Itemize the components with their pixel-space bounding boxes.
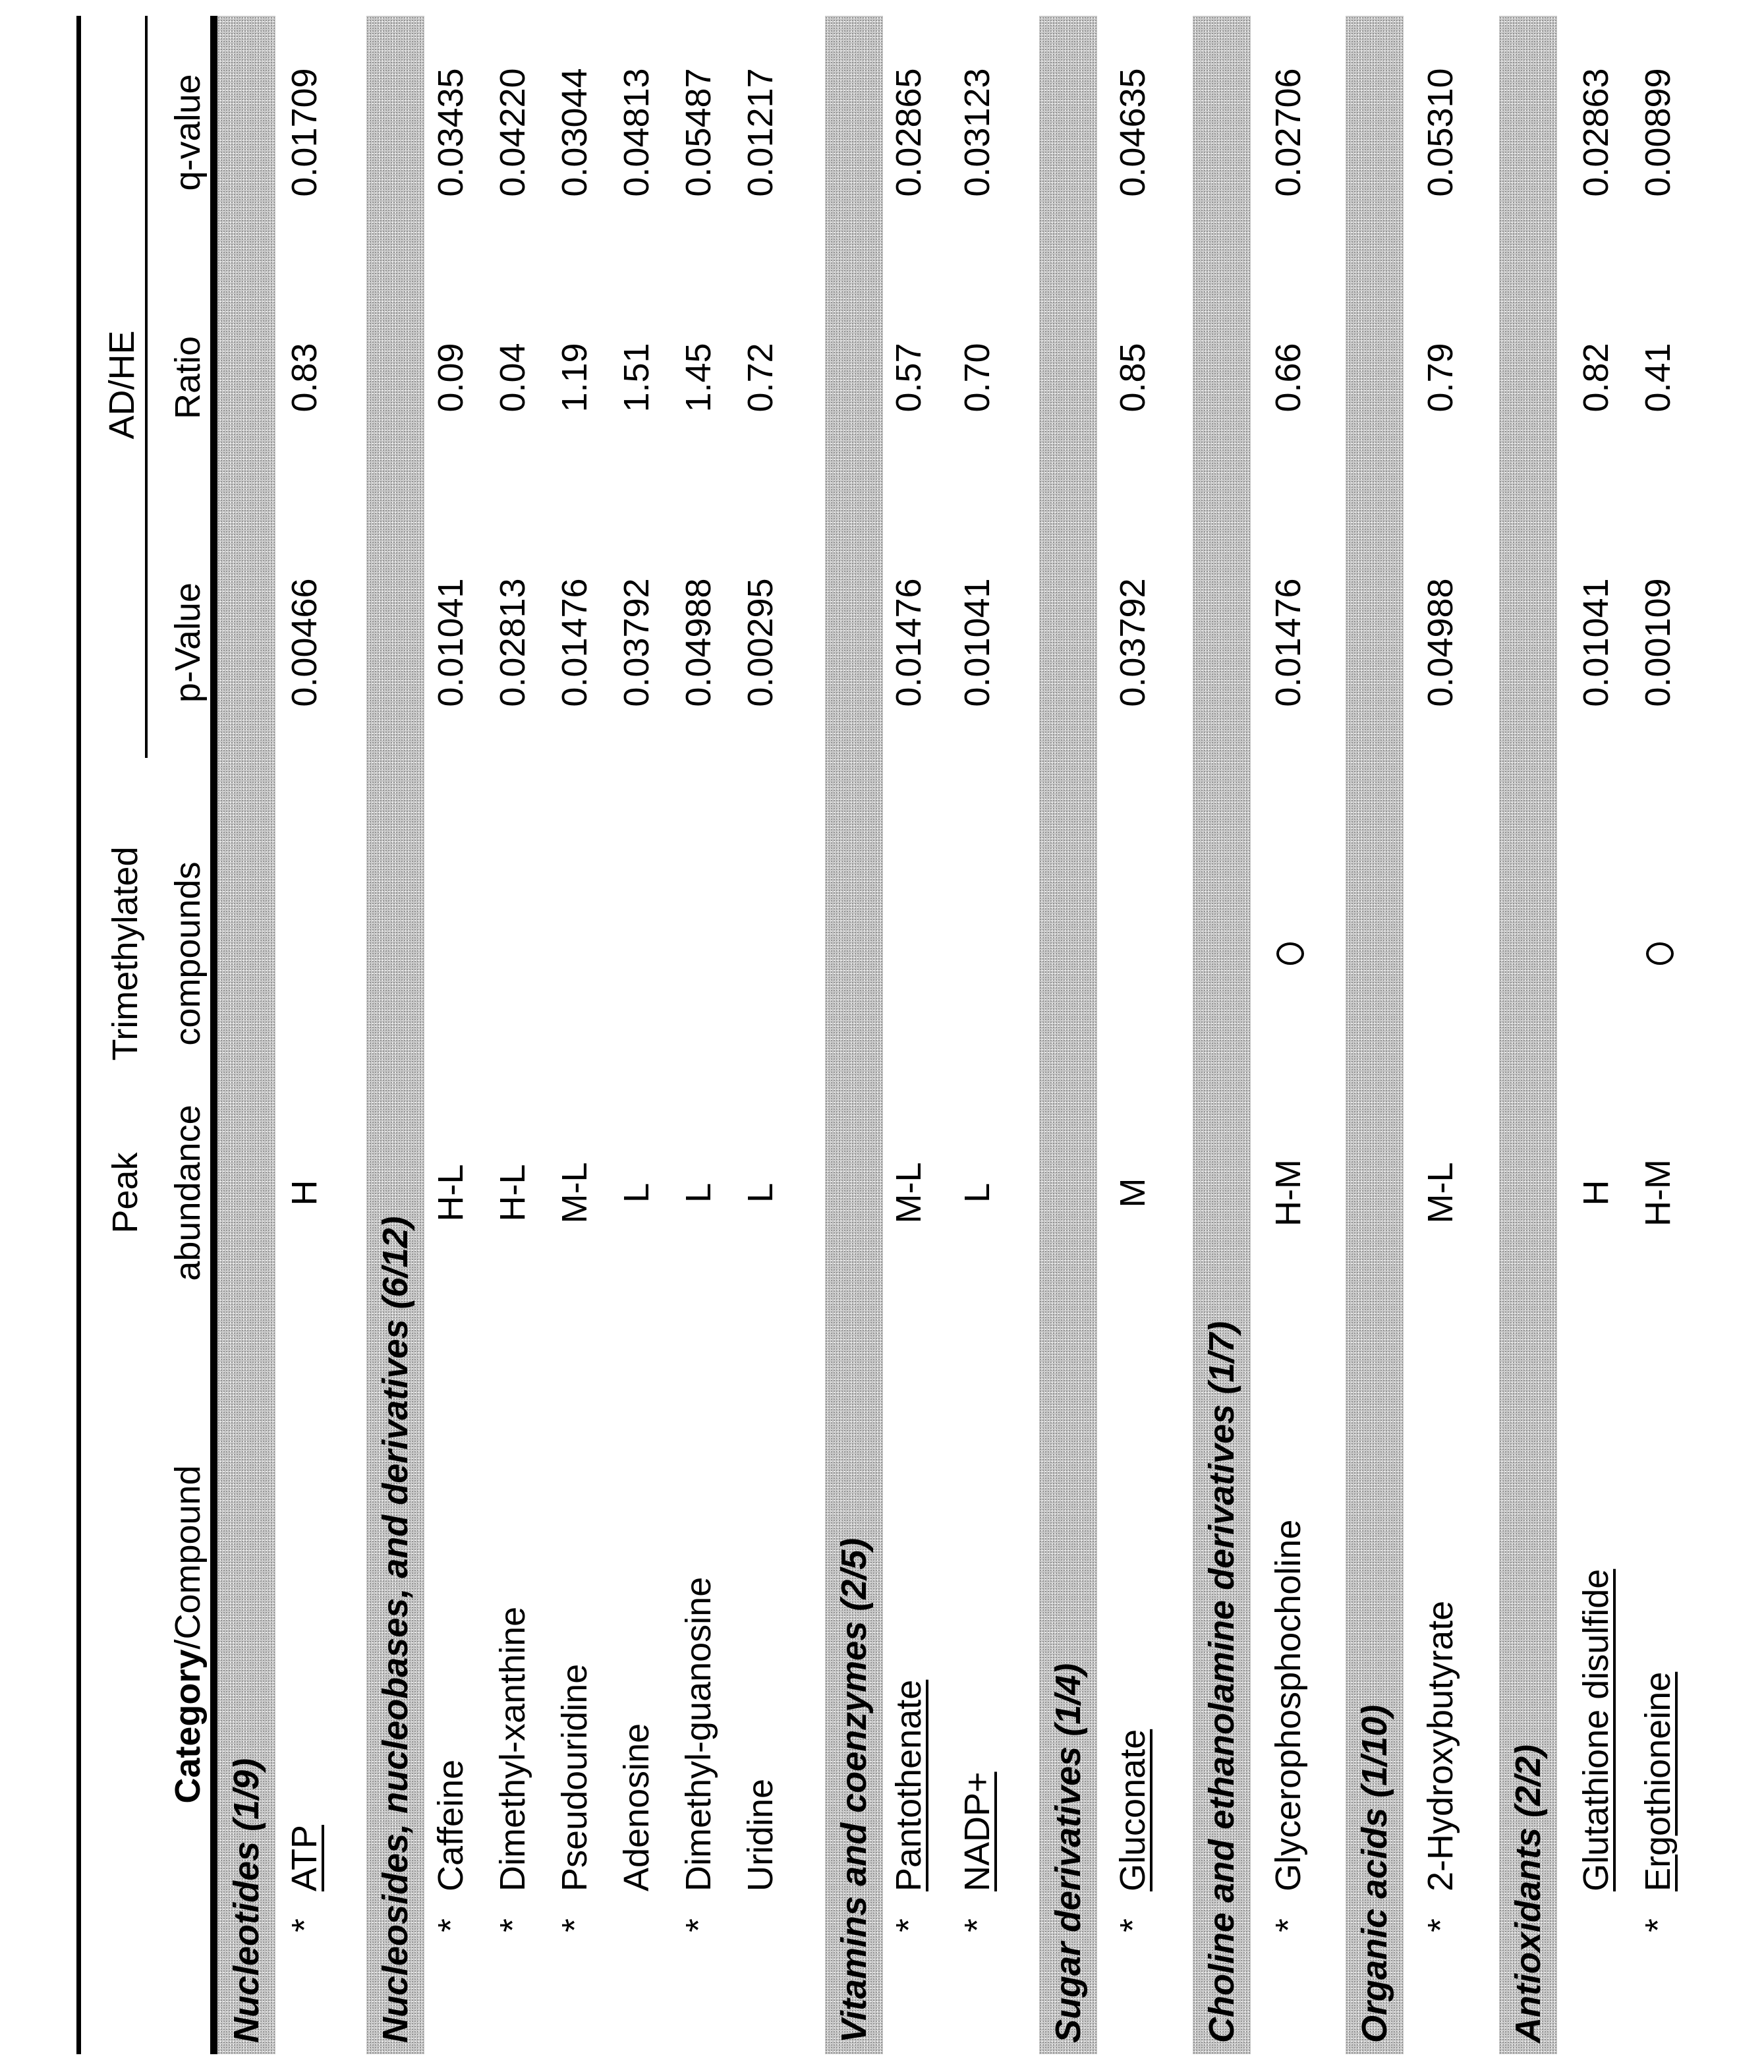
header-ratio: Ratio	[168, 335, 208, 420]
ratio-cell: 0.72	[741, 343, 780, 413]
ratio-cell: 0.04	[493, 343, 532, 413]
significance-asterisk: *	[889, 1918, 928, 1932]
significance-asterisk: *	[1638, 1918, 1678, 1932]
q-value-cell: 0.01709	[285, 68, 324, 197]
trimethylated-circle-icon	[1646, 942, 1674, 965]
category-label: Organic acids (1/10)	[1355, 1704, 1394, 2043]
q-value-cell: 0.02706	[1268, 68, 1308, 197]
significance-asterisk: *	[555, 1918, 594, 1932]
q-value-cell: 0.02863	[1576, 68, 1616, 197]
q-value-cell: 0.03123	[957, 68, 997, 197]
q-value-cell: 0.03435	[431, 68, 470, 197]
compound-name: NADP+	[957, 1771, 997, 1891]
top-rule	[76, 16, 81, 2054]
p-value-cell: 0.00295	[741, 578, 780, 707]
q-value-cell: 0.04635	[1113, 68, 1152, 197]
compound-name: Uridine	[741, 1778, 780, 1891]
compound-name: Pantothenate	[889, 1679, 928, 1891]
group-subrule	[145, 16, 148, 758]
q-value-cell: 0.02865	[889, 68, 928, 197]
peak-abundance-cell: L	[617, 1182, 656, 1203]
header-category: Category	[168, 1649, 208, 1804]
p-value-cell: 0.01476	[555, 578, 594, 707]
compound-name: Glutathione disulfide	[1576, 1568, 1616, 1891]
ratio-cell: 0.79	[1421, 343, 1460, 413]
header-category-compound	[168, 1465, 208, 1803]
ratio-cell: 1.45	[679, 343, 718, 413]
compound-name: Adenosine	[617, 1723, 656, 1891]
compound-name: Dimethyl-xanthine	[493, 1606, 532, 1891]
q-value-cell: 0.04220	[493, 68, 532, 197]
ratio-cell: 0.57	[889, 343, 928, 413]
category-label: Choline and ethanolamine derivatives (1/7)	[1202, 1321, 1241, 2043]
q-value-cell: 0.03044	[555, 68, 594, 197]
ratio-cell: 0.41	[1638, 343, 1678, 413]
significance-asterisk: *	[1421, 1918, 1460, 1932]
p-value-cell: 0.01041	[957, 578, 997, 707]
header-bottom-rule	[210, 16, 217, 2054]
ratio-cell: 1.19	[555, 343, 594, 413]
peak-abundance-cell: M	[1113, 1178, 1152, 1208]
peak-abundance-cell: M-L	[555, 1162, 594, 1224]
ratio-cell: 1.51	[617, 343, 656, 413]
p-value-cell: 0.04988	[679, 578, 718, 707]
compound-name: Dimethyl-guanosine	[679, 1576, 718, 1891]
peak-abundance-cell: H-L	[493, 1164, 532, 1222]
p-value-cell: 0.03792	[1113, 578, 1152, 707]
significance-asterisk: *	[1113, 1918, 1152, 1932]
category-label: Vitamins and coenzymes (2/5)	[834, 1538, 874, 2043]
q-value-cell: 0.05310	[1421, 68, 1460, 197]
q-value-cell: 0.05487	[679, 68, 718, 197]
trimethylated-circle-icon	[1276, 942, 1304, 965]
header-q-value: q-value	[168, 74, 208, 191]
compound-name: Ergothioneine	[1638, 1671, 1678, 1891]
peak-abundance-cell: H	[285, 1180, 324, 1206]
category-band	[217, 16, 275, 2054]
compound-name: Gluconate	[1113, 1729, 1152, 1891]
compound-name: Caffeine	[431, 1759, 470, 1891]
significance-asterisk: *	[1268, 1918, 1308, 1932]
ratio-cell: 0.09	[431, 343, 470, 413]
significance-asterisk: *	[957, 1918, 997, 1932]
peak-abundance-cell: H-M	[1638, 1159, 1678, 1226]
compound-name: ATP	[285, 1824, 324, 1891]
peak-abundance-cell: L	[679, 1182, 718, 1203]
p-value-cell: 0.00466	[285, 578, 324, 707]
category-label: Nucleotides (1/9)	[227, 1758, 266, 2043]
ratio-cell: 0.85	[1113, 343, 1152, 413]
significance-asterisk: *	[493, 1918, 532, 1932]
q-value-cell: 0.04813	[617, 68, 656, 197]
header-trimethylated-line2: compounds	[168, 861, 208, 1046]
ratio-cell: 0.70	[957, 343, 997, 413]
p-value-cell: 0.01476	[889, 578, 928, 707]
p-value-cell: 0.02813	[493, 578, 532, 707]
peak-abundance-cell: L	[741, 1182, 780, 1203]
category-label: Sugar derivatives (1/4)	[1048, 1663, 1088, 2043]
p-value-cell: 0.01476	[1268, 578, 1308, 707]
ratio-cell: 0.83	[285, 343, 324, 413]
peak-abundance-cell: H-M	[1268, 1159, 1308, 1226]
p-value-cell: 0.01041	[1576, 578, 1616, 707]
significance-asterisk: *	[431, 1918, 470, 1932]
header-peak-line1: Peak	[105, 1152, 145, 1234]
q-value-cell: 0.01217	[741, 68, 780, 197]
peak-abundance-cell: M-L	[1421, 1162, 1460, 1224]
ratio-cell: 0.66	[1268, 343, 1308, 413]
p-value-cell: 0.00109	[1638, 578, 1678, 707]
q-value-cell: 0.00899	[1638, 68, 1678, 197]
header-p-value: p-Value	[168, 582, 208, 703]
peak-abundance-cell: L	[957, 1182, 997, 1203]
p-value-cell: 0.04988	[1421, 578, 1460, 707]
compound-name: 2-Hydroxybutyrate	[1421, 1600, 1460, 1891]
significance-asterisk: *	[679, 1918, 718, 1932]
header-peak-line2: abundance	[168, 1105, 208, 1281]
header-trimethylated-line1: Trimethylated	[105, 846, 145, 1061]
header-group-adhe: AD/HE	[102, 330, 142, 440]
header-compound: /Compound	[168, 1465, 208, 1650]
category-label: Antioxidants (2/2)	[1508, 1744, 1548, 2043]
p-value-cell: 0.03792	[617, 578, 656, 707]
peak-abundance-cell: H	[1576, 1180, 1616, 1206]
peak-abundance-cell: H-L	[431, 1164, 470, 1222]
significance-asterisk: *	[285, 1918, 324, 1932]
compound-name: Pseudouridine	[555, 1663, 594, 1891]
compound-name: Glycerophosphocholine	[1268, 1519, 1308, 1891]
category-label: Nucleosides, nucleobases, and derivatives (6/12)	[376, 1216, 415, 2043]
p-value-cell: 0.01041	[431, 578, 470, 707]
peak-abundance-cell: M-L	[889, 1162, 928, 1224]
ratio-cell: 0.82	[1576, 343, 1616, 413]
